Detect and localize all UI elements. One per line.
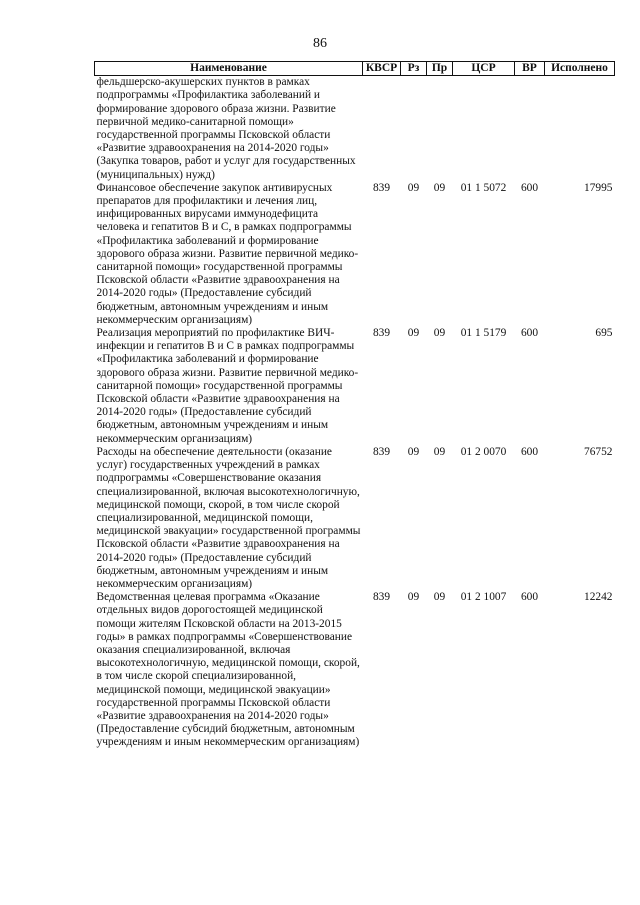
cell-vr: 600 <box>520 181 539 194</box>
header-pr: Пр <box>427 62 453 76</box>
cell-kvsr: 839 <box>372 445 391 458</box>
cell-name: фельдшерско-акушерских пунктов в рамках подпрограммы «Профилактика заболеваний и формирование здорового образа жизни. Развитие первичной медико-санитарной помощи» государственной программы Псковской области «Развитие здравоохранения на 2014-2020 годы» (Закупка товаров, работ и услуг для государственных (муниципальных) нужд) <box>96 76 356 181</box>
header-isp: Исполнено <box>545 62 615 76</box>
cell-vr <box>515 76 545 182</box>
cell-isp: 695 <box>595 327 613 340</box>
cell-rz: 09 <box>407 591 420 604</box>
header-kvsr: КВСР <box>363 62 401 76</box>
cell-pr <box>427 76 453 182</box>
cell-rz: 09 <box>407 181 420 194</box>
cell-kvsr: 839 <box>372 327 391 340</box>
table-row <box>95 76 615 182</box>
header-vr: ВР <box>515 62 545 76</box>
cell-csr <box>453 76 515 182</box>
table-header-row <box>95 62 615 76</box>
cell-isp: 76752 <box>584 445 613 458</box>
table-row <box>95 182 615 327</box>
cell-csr: 01 1 5072 <box>460 181 507 194</box>
cell-rz <box>401 76 427 182</box>
table-row <box>95 327 615 446</box>
cell-kvsr: 839 <box>372 181 391 194</box>
header-rz: Рз <box>401 62 427 76</box>
cell-csr: 01 2 1007 <box>460 591 507 604</box>
cell-pr: 09 <box>433 181 446 194</box>
cell-csr: 01 1 5179 <box>460 327 507 340</box>
cell-rz: 09 <box>407 327 420 340</box>
table-row <box>95 446 615 591</box>
cell-pr: 09 <box>433 445 446 458</box>
cell-vr: 600 <box>520 591 539 604</box>
cell-pr: 09 <box>433 591 446 604</box>
cell-pr: 09 <box>433 327 446 340</box>
cell-isp: 12242 <box>584 591 613 604</box>
cell-rz: 09 <box>407 445 420 458</box>
cell-kvsr: 839 <box>372 591 391 604</box>
cell-kvsr <box>363 76 401 182</box>
cell-isp: 17995 <box>584 181 613 194</box>
cell-csr: 01 2 0070 <box>460 445 507 458</box>
cell-name: Финансовое обеспечение закупок антивирусных препаратов для профилактики и лечения лиц, инфицированных вирусами иммунодефицита человека и гепатитов В и С, в рамках подпрограммы «Профилактика заболеваний и формирование здорового образа жизни. Развитие первичной медико-санитарной помощи» государственной программы Псковской области «Развитие здравоохранения на 2014-2020 годы» (Предоставление субсидий бюджетным, автономным учреждениям и иным некоммерческим организациям) <box>96 181 359 326</box>
cell-name: Ведомственная целевая программа «Оказание отдельных видов дорогостоящей медицинской помощи жителям Псковской области на 2013-2015 годы» в рамках подпрограммы «Совершенствование оказания специализированной, включая высокотехнологичную, медицинской помощи, скорой, в том числе скорой специализированной, медицинской помощи, медицинской эвакуации» государственной программы Псковской области «Развитие здравоохранения на 2014-2020 годы» (Предоставление субсидий бюджетным, автономным учреждениям и иным некоммерческим организациям) <box>96 591 360 749</box>
header-csr: ЦСР <box>453 62 515 76</box>
budget-table <box>94 61 615 750</box>
table-row <box>95 591 615 749</box>
cell-vr: 600 <box>520 445 539 458</box>
cell-name: Расходы на обеспечение деятельности (оказание услуг) государственных учреждений в рамках подпрограммы «Совершенствование оказания специализированной, включая высокотехнологичную, медицинской помощи, скорой, в том числе скорой специализированной, медицинской помощи, медицинской эвакуации» государственной программы Псковской области «Развитие здравоохранения на 2014-2020 годы» (Предоставление субсидий бюджетным, автономным учреждениям и иным некоммерческим организациям) <box>96 445 361 590</box>
cell-isp <box>545 76 615 182</box>
cell-vr: 600 <box>520 327 539 340</box>
header-name: Наименование <box>95 62 363 76</box>
cell-name: Реализация мероприятий по профилактике ВИЧ-инфекции и гепатитов В и С в рамках подпрограммы «Профилактика заболеваний и формирование здорового образа жизни. Развитие первичной медико-санитарной помощи» государственной программы Псковской области «Развитие здравоохранения на 2014-2020 годы» (Предоставление субсидий бюджетным, автономным учреждениям и иным некоммерческим организациям) <box>96 327 359 445</box>
page-number: 86 <box>313 36 327 51</box>
